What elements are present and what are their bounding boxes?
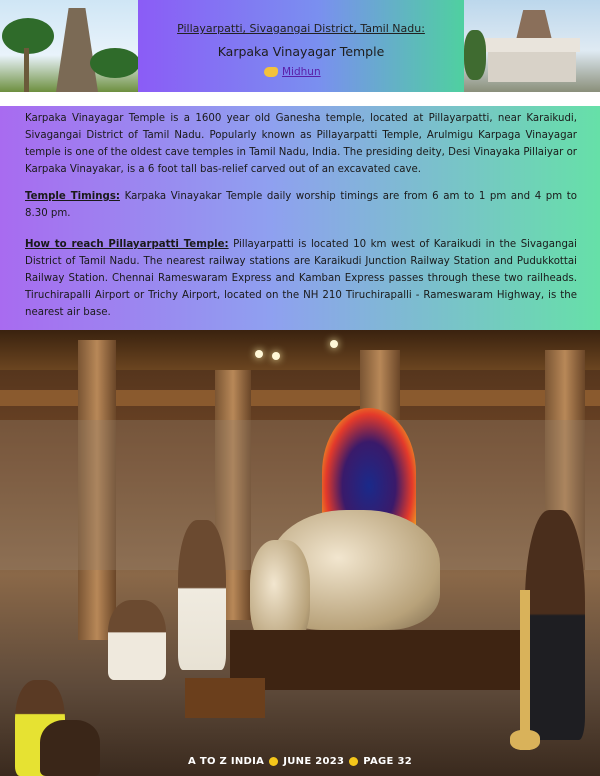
location-heading: Pillayarpatti, Sivagangai District, Tamil Nadu:: [177, 22, 425, 35]
how-to-reach-text: Pillayarpatti is located 10 km west of Karaikudi in the Sivagangai District of Tamil Nadu. The nearest railway stations are Karaikudi Junction Railway Station and Pudukkottai Railway Station. Chennai Rameswaram Express and Kamban Express passes through these two railheads. Tiruchirapalli Airport or Trichy Airport, located on the NH 210 Tiruchirapalli - Rameswaram Highway, is the nearest air base.: [25, 239, 577, 318]
temple-tower-photo-left: [0, 0, 138, 92]
temple-tower-photo-right: [464, 0, 600, 92]
timings-paragraph: [25, 188, 577, 222]
page-header: [0, 0, 600, 92]
timings-label: Temple Timings:: [25, 191, 120, 202]
magazine-name: A TO Z INDIA: [188, 756, 265, 767]
temple-interior-photo: [0, 330, 600, 776]
intro-paragraph: Karpaka Vinayagar Temple is a 1600 year old Ganesha temple, located at Pillayarpatti, near Karaikudi, Sivagangai District of Tamil Nadu. Popularly known as Pillayarpatti Temple, Arulmigu Karpaga Vinayagar temple is one of the oldest cave temples in Tamil Nadu, India. The presiding deity, Desi Vinayaka Pillaiyar or Karpaka Vinayakar, is a 6 foot tall bas-relief carved out of an excavated cave.: [25, 113, 577, 175]
page-number: PAGE 32: [363, 756, 412, 767]
bullet-dot-icon: [269, 757, 278, 766]
article-title: Karpaka Vinayagar Temple: [217, 44, 385, 59]
page-footer: [0, 756, 600, 767]
author-byline: [264, 66, 321, 78]
how-to-reach-label: How to reach Pillayarpatti Temple:: [25, 239, 229, 250]
timings-text: Karpaka Vinayakar Temple daily worship timings are from 6 am to 1 pm and 4 pm to 8.30 pm.: [25, 191, 578, 219]
issue-date: JUNE 2023: [283, 756, 345, 767]
how-to-reach-paragraph: [25, 236, 577, 321]
author-name: Midhun: [282, 66, 321, 78]
bullet-dot-icon: [349, 757, 358, 766]
pointing-hand-icon: [264, 67, 278, 77]
